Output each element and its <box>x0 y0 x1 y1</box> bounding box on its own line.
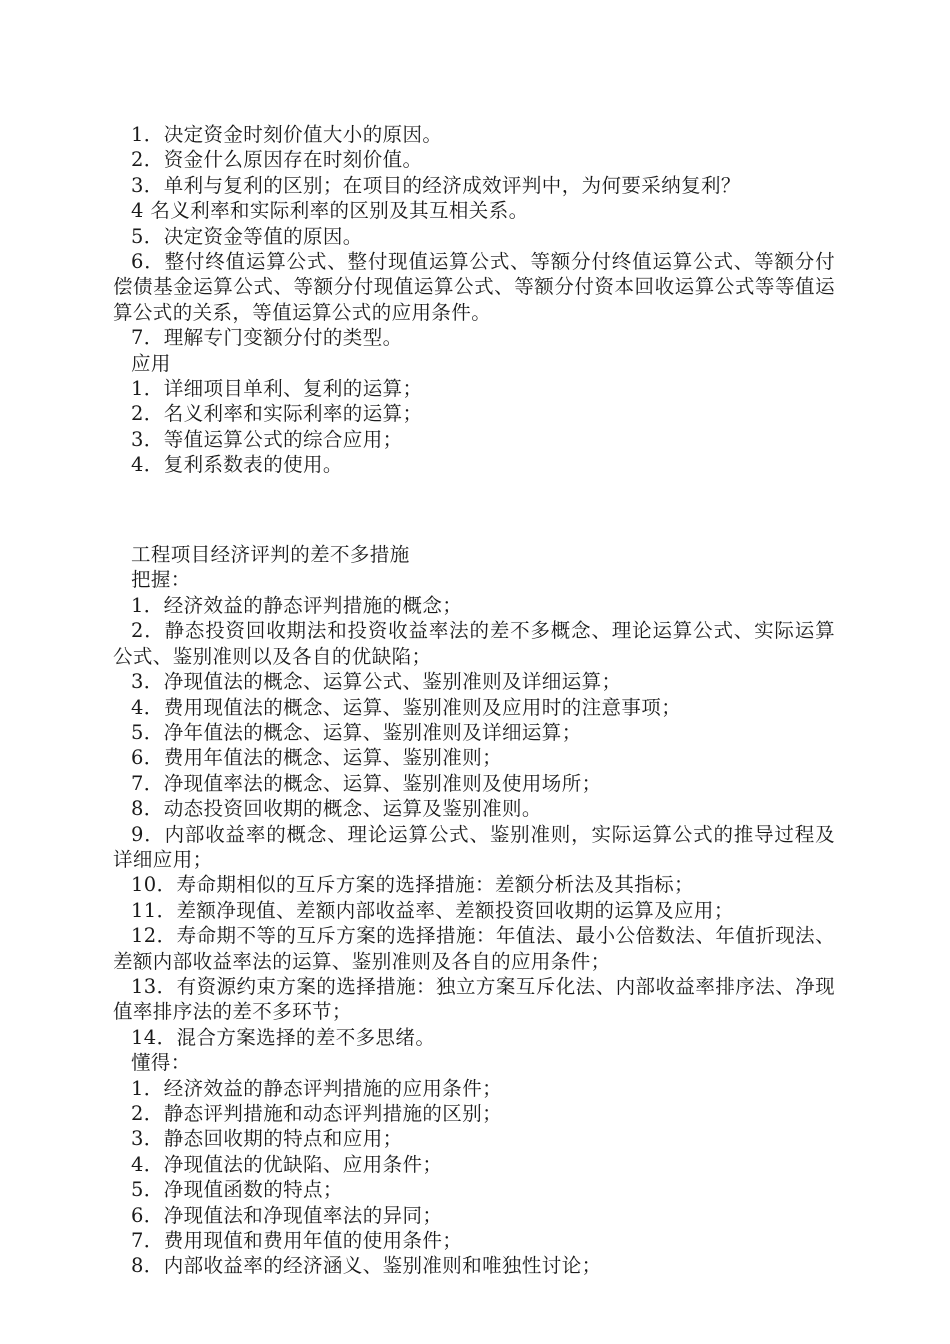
paragraph: 2．名义利率和实际利率的运算； <box>131 402 423 426</box>
paragraph: 6．费用年值法的概念、运算、鉴别准则； <box>131 746 503 770</box>
paragraph: 2．资金什么原因存在时刻价值。 <box>131 148 423 172</box>
paragraph: 7．净现值率法的概念、运算、鉴别准则及使用场所； <box>131 771 602 795</box>
paragraph: 14．混合方案选择的差不多思绪。 <box>131 1025 436 1049</box>
paragraph: 2．静态评判措施和动态评判措施的区别； <box>131 1102 503 1126</box>
paragraph: 1．详细项目单利、复利的运算； <box>131 377 423 401</box>
paragraph: 12．寿命期不等的互斥方案的选择措施：年值法、最小公倍数法、年值折现法、差额内部收益率法的运算、鉴别准则及各自的应用条件； <box>113 924 835 973</box>
paragraph: 懂得： <box>131 1051 191 1075</box>
paragraph: 4 名义利率和实际利率的区别及其互相关系。 <box>131 199 529 223</box>
paragraph: 9．内部收益率的概念、理论运算公式、鉴别准则，实际运算公式的推导过程及详细应用； <box>113 822 835 871</box>
paragraph: 3．单利与复利的区别；在项目的经济成效评判中，为何要采纳复利？ <box>131 173 741 197</box>
paragraph: 6．整付终值运算公式、整付现值运算公式、等额分付终值运算公式、等额分付偿债基金运算公式、等额分付现值运算公式、等额分付资本回收运算公式等等值运算公式的关系，等值运算公式的应用条件。 <box>113 250 835 324</box>
paragraph: 4．费用现值法的概念、运算、鉴别准则及应用时的注意事项； <box>131 695 682 719</box>
paragraph: 8．动态投资回收期的概念、运算及鉴别准则。 <box>131 797 542 821</box>
paragraph: 把握： <box>131 568 191 592</box>
document-body <box>113 122 835 1279</box>
paragraph: 7．理解专门变额分付的类型。 <box>131 326 403 350</box>
paragraph: 应用 <box>131 351 171 375</box>
paragraph: 4．净现值法的优缺陷、应用条件； <box>131 1152 443 1176</box>
paragraph: 13．有资源约束方案的选择措施：独立方案互斥化法、内部收益率排序法、净现值率排序法的差不多环节； <box>113 974 835 1024</box>
paragraph: 6．净现值法和净现值率法的异同； <box>131 1203 443 1227</box>
paragraph: 8．内部收益率的经济涵义、鉴别准则和唯独性讨论； <box>131 1254 602 1278</box>
paragraph: 3．静态回收期的特点和应用； <box>131 1127 403 1151</box>
paragraph: 1．决定资金时刻价值大小的原因。 <box>131 123 443 146</box>
paragraph: 3．净现值法的概念、运算公式、鉴别准则及详细运算； <box>131 670 622 694</box>
paragraph: 5．净年值法的概念、运算、鉴别准则及详细运算； <box>131 720 582 744</box>
paragraph: 工程项目经济评判的差不多措施 <box>131 543 410 567</box>
paragraph: 4．复利系数表的使用。 <box>131 453 343 477</box>
paragraph: 2．静态投资回收期法和投资收益率法的差不多概念、理论运算公式、实际运算公式、鉴别准则以及各自的优缺陷； <box>113 619 835 668</box>
paragraph: 5．净现值函数的特点； <box>131 1178 343 1202</box>
paragraph: 1．经济效益的静态评判措施的应用条件； <box>131 1076 503 1100</box>
paragraph: 7．费用现值和费用年值的使用条件； <box>131 1229 463 1253</box>
paragraph: 11．差额净现值、差额内部收益率、差额投资回收期的运算及应用； <box>131 898 734 922</box>
paragraph: 1．经济效益的静态评判措施的概念； <box>131 593 463 617</box>
paragraph: 3．等值运算公式的综合应用； <box>131 427 403 451</box>
paragraph: 5．决定资金等值的原因。 <box>131 224 363 248</box>
paragraph: 10．寿命期相似的互斥方案的选择措施：差额分析法及其指标； <box>131 873 694 897</box>
blank-line <box>113 497 835 522</box>
